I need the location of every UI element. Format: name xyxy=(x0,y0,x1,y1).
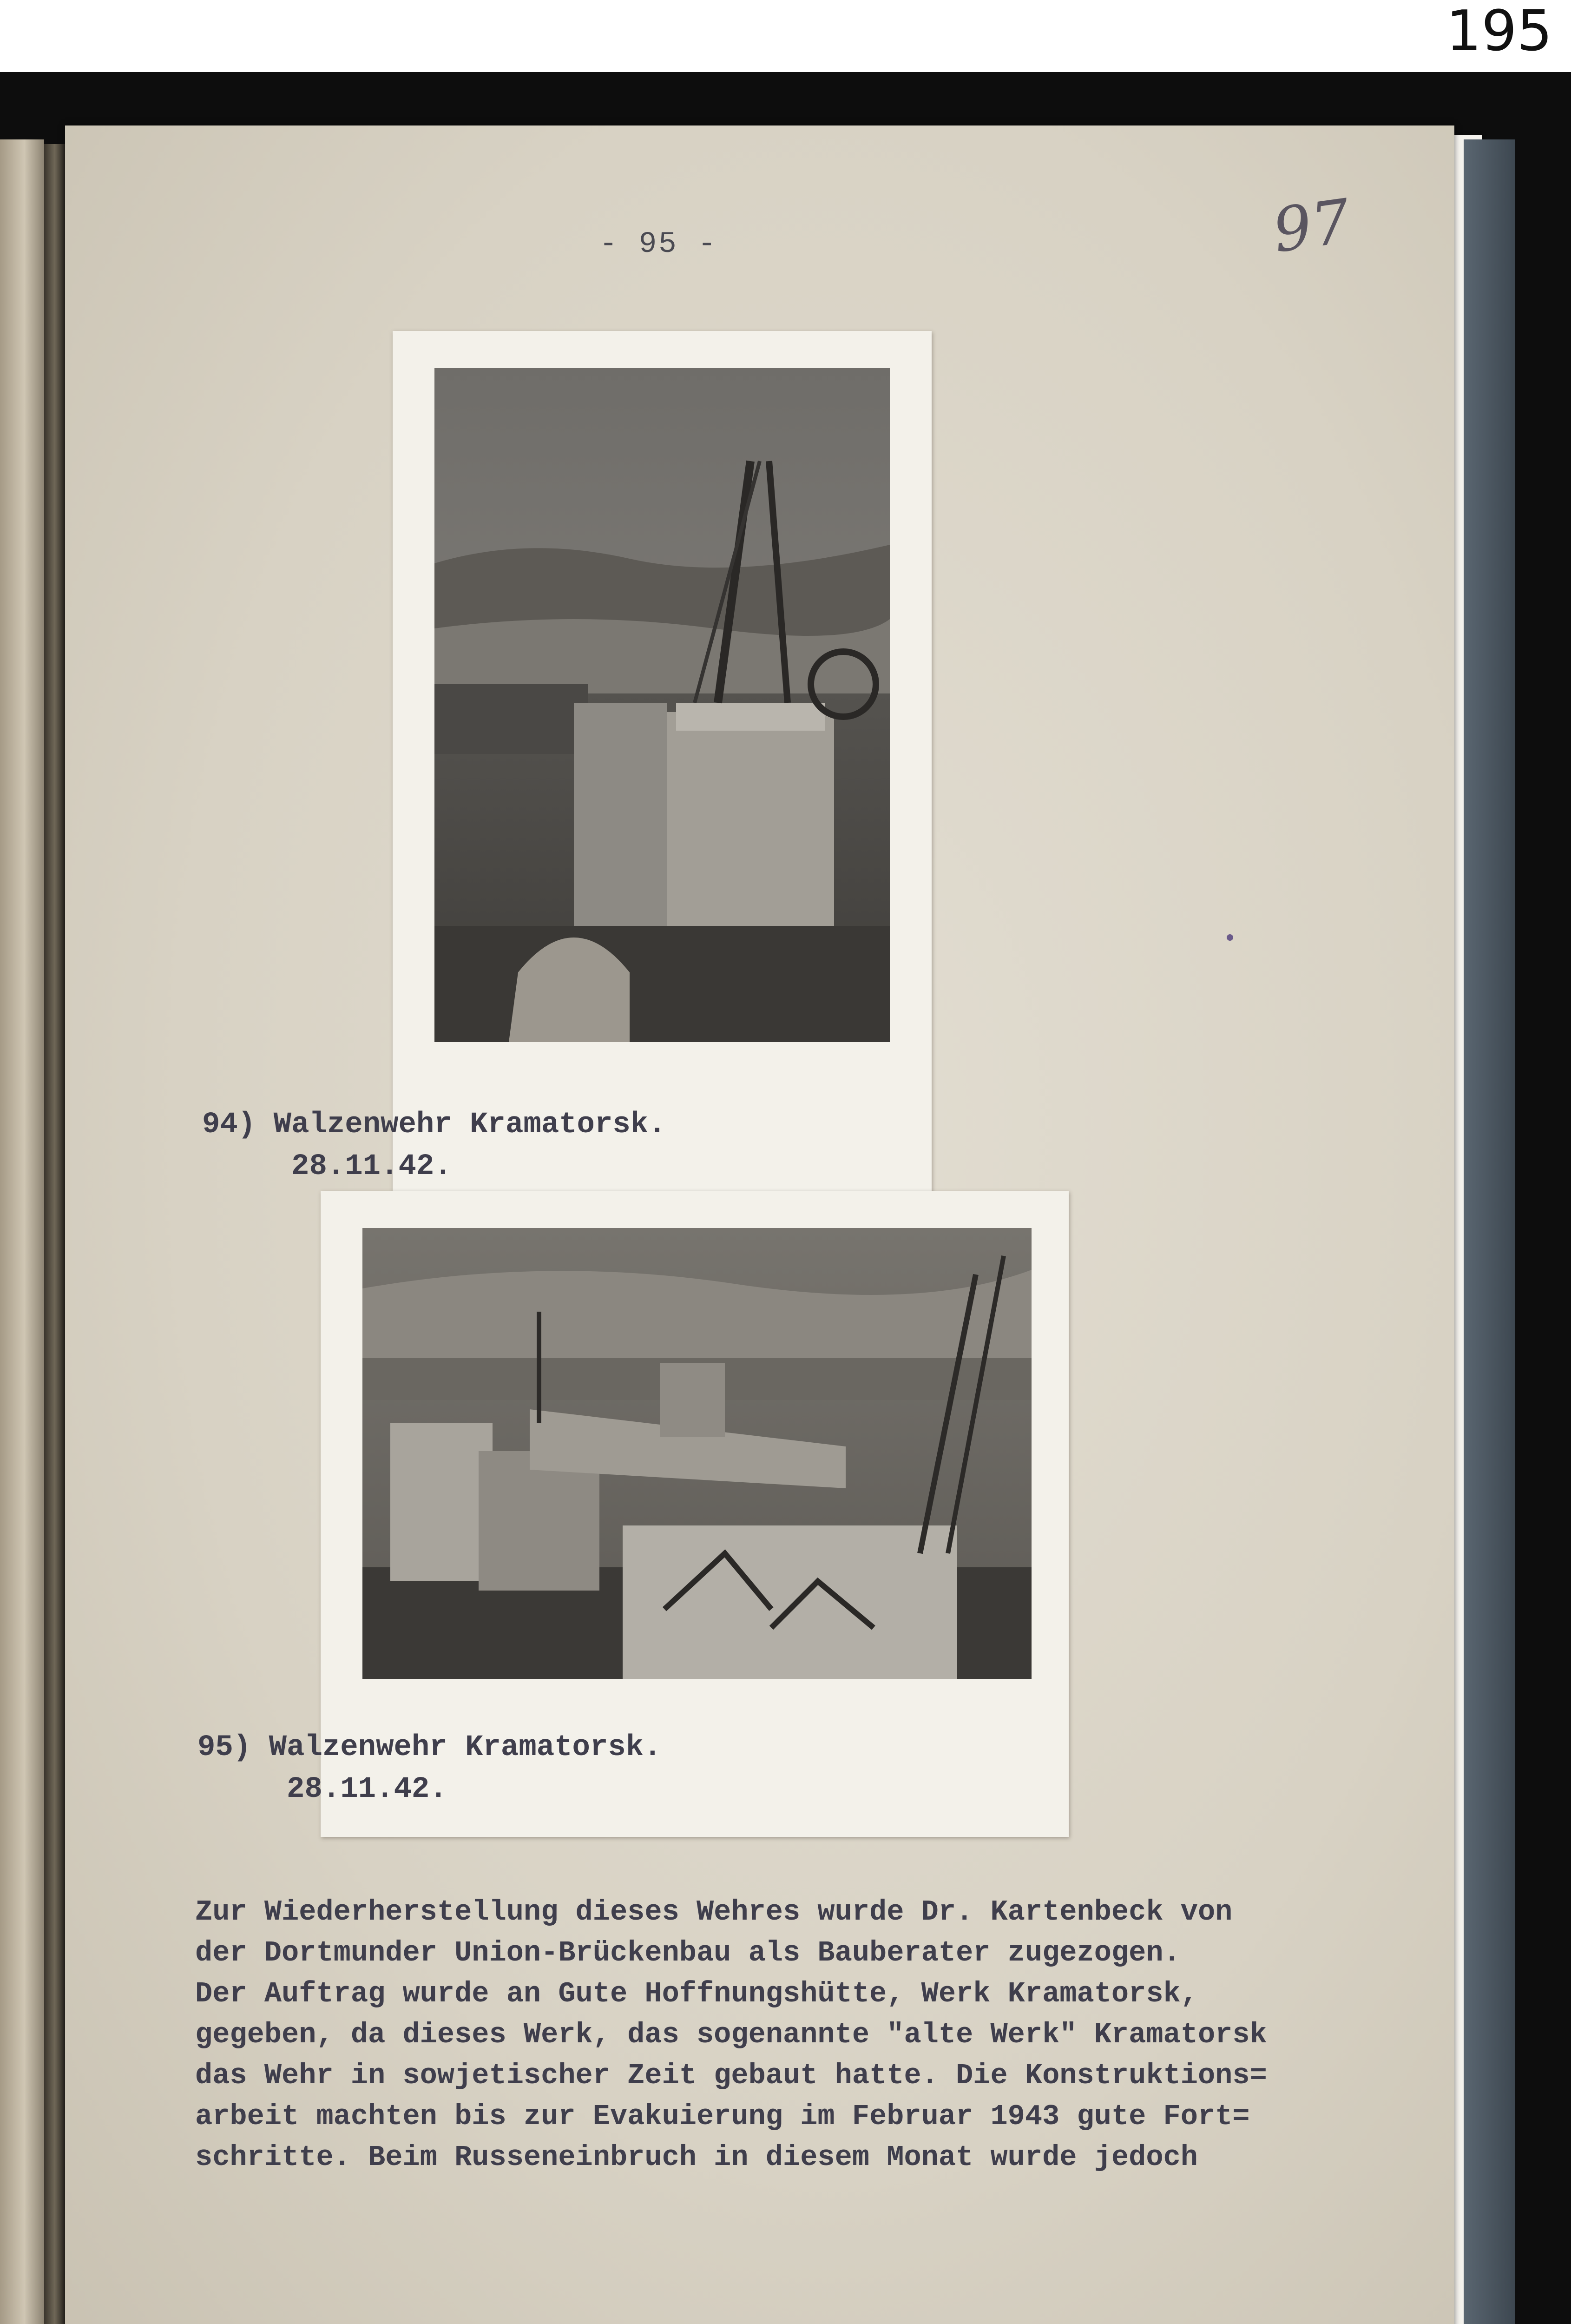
adjacent-page-edge xyxy=(0,139,44,2324)
photo-weir-crane xyxy=(434,368,890,1042)
photo-weir-gate-image xyxy=(362,1228,1032,1679)
body-line: arbeit machten bis zur Evakuierung im Februar 1943 gute Fort= xyxy=(195,2100,1250,2133)
body-line: das Wehr in sowjetischer Zeit gebaut hatte. Die Konstruktions= xyxy=(195,2059,1267,2092)
folder-edge xyxy=(1464,139,1515,2324)
top-strip xyxy=(0,0,1571,72)
body-line: Der Auftrag wurde an Gute Hoffnungshütte, Werk Kramatorsk, xyxy=(195,1977,1198,2010)
body-line: Zur Wiederherstellung dieses Wehres wurde Dr. Kartenbeck von xyxy=(195,1895,1233,1928)
handwritten-folio: 97 xyxy=(1269,185,1355,266)
page-number: - 95 - xyxy=(599,228,718,261)
caption-number: 95) xyxy=(197,1731,251,1764)
document-page xyxy=(65,125,1454,2324)
caption-title: Walzenwehr Kramatorsk. xyxy=(273,1108,666,1142)
caption-date: 28.11.42. xyxy=(291,1150,452,1183)
photo-mount-94 xyxy=(393,331,932,1205)
body-text xyxy=(195,1892,1450,2178)
caption-number: 94) xyxy=(202,1108,256,1142)
book-binding xyxy=(44,144,65,2324)
photo-caption-95 xyxy=(197,1727,662,1810)
caption-title: Walzenwehr Kramatorsk. xyxy=(269,1731,662,1764)
body-line: schritte. Beim Russeneinbruch in diesem Monat wurde jedoch xyxy=(195,2141,1198,2174)
ink-speck xyxy=(1227,934,1233,941)
archive-number: 195 xyxy=(1446,0,1552,64)
caption-date: 28.11.42. xyxy=(287,1773,447,1806)
photo-weir-gate xyxy=(362,1228,1032,1679)
body-line: gegeben, da dieses Werk, das sogenannte "alte Werk" Kramatorsk xyxy=(195,2018,1267,2051)
body-line: der Dortmunder Union-Brückenbau als Bauberater zugezogen. xyxy=(195,1936,1181,1969)
photo-caption-94 xyxy=(202,1104,666,1188)
photo-weir-crane-image xyxy=(434,368,890,1042)
